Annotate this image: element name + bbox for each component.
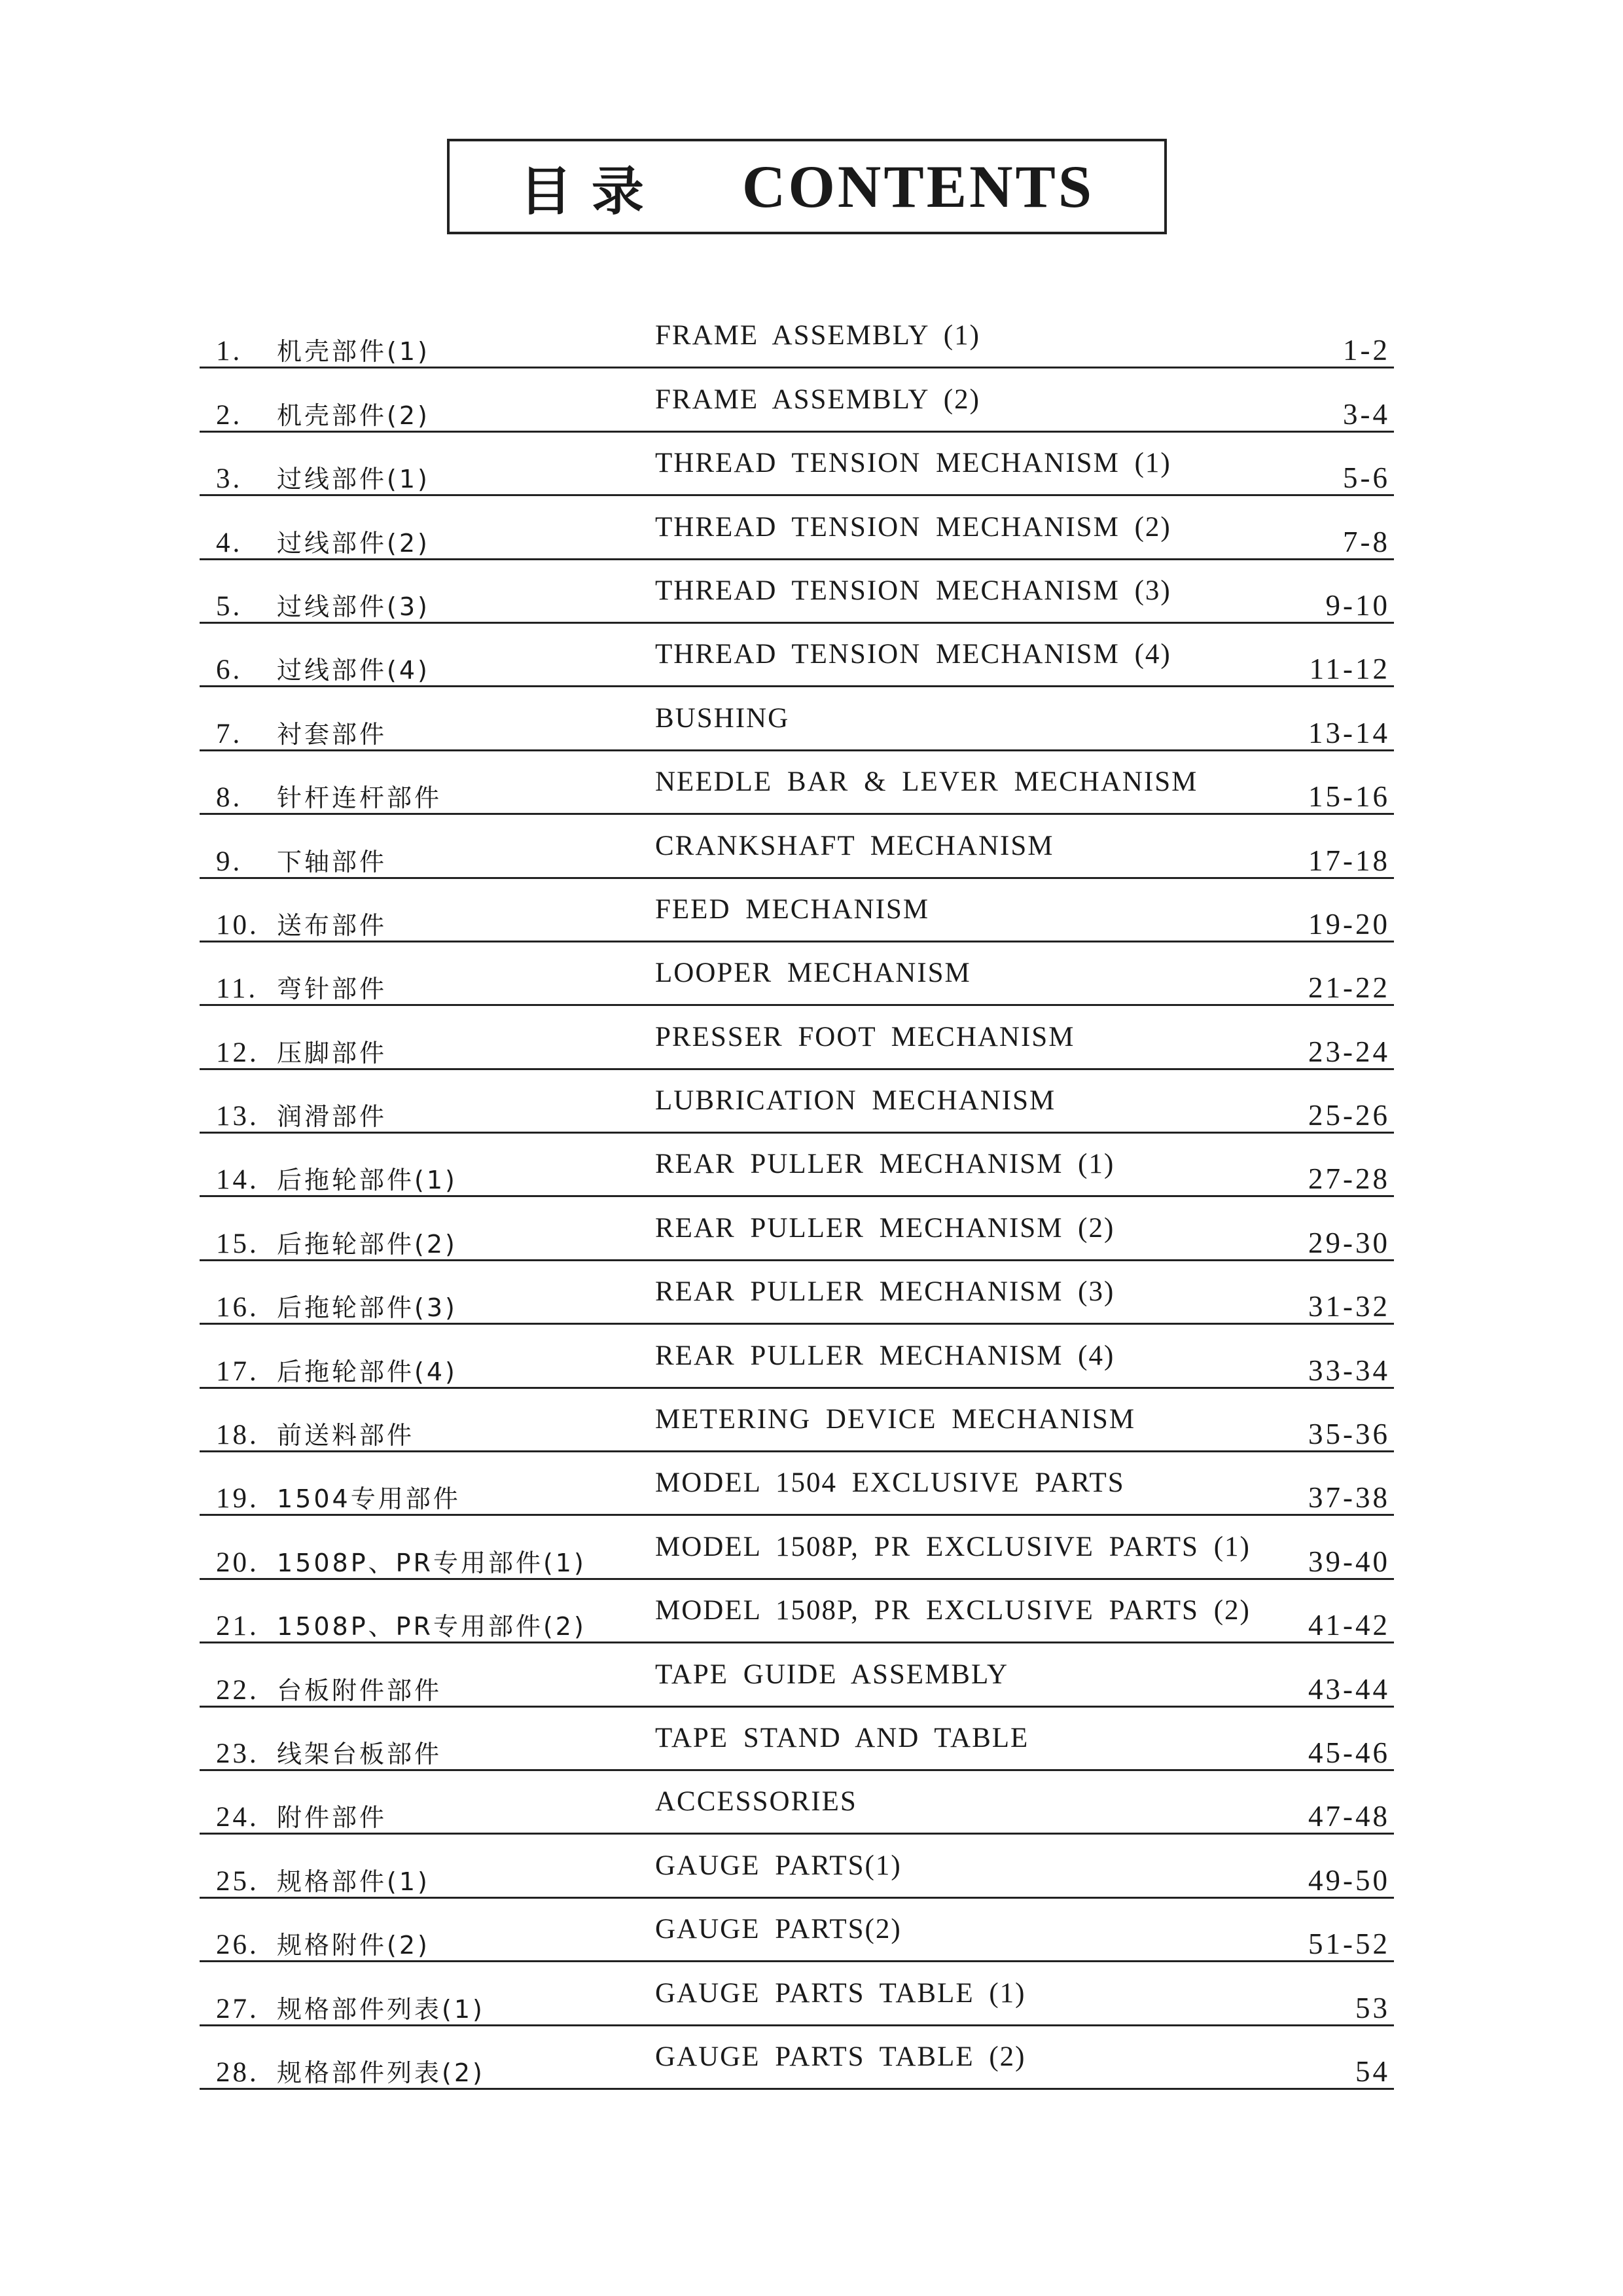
entry-page-range: 25-26	[1308, 1099, 1390, 1132]
toc-entry[interactable]	[200, 442, 1394, 505]
entry-page-range: 54	[1355, 2054, 1390, 2088]
entry-number: 13.	[216, 1101, 259, 1132]
entry-title-english: BUSHING	[655, 702, 790, 734]
entry-underline	[200, 2088, 1394, 2090]
entry-title-chinese: 压脚部件	[277, 1038, 387, 1067]
toc-entry[interactable]	[200, 1334, 1394, 1397]
entry-underline	[200, 685, 1394, 687]
entry-underline	[200, 622, 1394, 624]
entry-title-chinese: 规格部件列表(1)	[277, 1994, 485, 2024]
toc-entry[interactable]	[200, 888, 1394, 952]
entry-title-chinese: 后拖轮部件(3)	[277, 1293, 457, 1323]
entry-underline	[200, 877, 1394, 879]
entry-page-range: 21-22	[1308, 971, 1390, 1005]
title-chinese: 目录	[519, 160, 664, 222]
toc-entry[interactable]	[200, 1908, 1394, 1971]
entry-underline	[200, 558, 1394, 560]
entry-page-range: 41-42	[1308, 1609, 1390, 1642]
entry-underline	[200, 1450, 1394, 1452]
entry-page-range: 3-4	[1343, 397, 1390, 431]
entry-page-range: 15-16	[1308, 780, 1390, 814]
entry-number: 12.	[216, 1037, 259, 1068]
entry-title-english: METERING DEVICE MECHANISM	[655, 1404, 1136, 1435]
entry-title-chinese: 弯针部件	[277, 975, 387, 1004]
title-english: CONTENTS	[741, 153, 1095, 220]
entry-number: 22.	[216, 1674, 259, 1706]
entry-title-chinese: 针杆连杆部件	[277, 783, 442, 813]
entry-underline	[200, 1323, 1394, 1325]
toc-entry[interactable]	[200, 1653, 1394, 1716]
entry-page-range: 1-2	[1343, 334, 1390, 367]
toc-entry[interactable]	[200, 1589, 1394, 1653]
entry-title-english: THREAD TENSION MECHANISM (4)	[655, 639, 1171, 670]
entry-page-range: 5-6	[1343, 461, 1390, 495]
entry-underline	[200, 1578, 1394, 1580]
toc-entry[interactable]	[200, 952, 1394, 1015]
entry-title-english: REAR PULLER MECHANISM (2)	[655, 1212, 1115, 1244]
entry-underline	[200, 1004, 1394, 1006]
entry-page-range: 17-18	[1308, 844, 1390, 877]
entry-number: 11.	[216, 973, 259, 1005]
entry-page-range: 35-36	[1308, 1418, 1390, 1451]
entry-underline	[200, 1960, 1394, 1962]
entry-title-english: GAUGE PARTS(2)	[655, 1914, 902, 1945]
entry-title-english: NEEDLE BAR & LEVER MECHANISM	[655, 766, 1198, 798]
entry-underline	[200, 1897, 1394, 1899]
entry-underline	[200, 1641, 1394, 1643]
entry-underline	[200, 1068, 1394, 1070]
entry-underline	[200, 1259, 1394, 1261]
toc-entry[interactable]	[200, 1462, 1394, 1525]
entry-page-range: 7-8	[1343, 525, 1390, 558]
entry-page-range: 11-12	[1309, 653, 1390, 686]
entry-title-chinese: 后拖轮部件(2)	[277, 1229, 457, 1259]
entry-page-range: 45-46	[1308, 1736, 1390, 1769]
entry-title-chinese: 机壳部件(2)	[277, 401, 430, 430]
entry-number: 20.	[216, 1547, 259, 1578]
entry-title-chinese: 规格部件(1)	[277, 1867, 430, 1896]
entry-page-range: 27-28	[1308, 1162, 1390, 1196]
entry-title-chinese: 附件部件	[277, 1803, 387, 1833]
entry-title-chinese: 过线部件(3)	[277, 592, 430, 621]
entry-underline	[200, 1514, 1394, 1516]
toc-entry[interactable]	[200, 1015, 1394, 1079]
entry-underline	[200, 749, 1394, 751]
entry-title-chinese: 机壳部件(1)	[277, 337, 430, 367]
entry-title-english: GAUGE PARTS TABLE (2)	[655, 2041, 1026, 2072]
entry-title-english: CRANKSHAFT MECHANISM	[655, 830, 1054, 861]
entry-title-chinese: 1508P、PR专用部件(1)	[277, 1548, 586, 1577]
toc-entry[interactable]	[200, 761, 1394, 824]
entry-number: 21.	[216, 1611, 259, 1642]
toc-entry[interactable]	[200, 824, 1394, 888]
entry-title-chinese: 润滑部件	[277, 1102, 387, 1132]
entry-title-chinese: 下轴部件	[277, 847, 387, 876]
entry-underline	[200, 1132, 1394, 1134]
entry-title-chinese: 过线部件(1)	[277, 465, 430, 494]
entry-title-chinese: 1508P、PR专用部件(2)	[277, 1612, 586, 1641]
entry-page-range: 43-44	[1308, 1672, 1390, 1706]
entry-number: 6.	[216, 655, 243, 686]
entry-title-chinese: 后拖轮部件(4)	[277, 1357, 457, 1386]
entry-underline	[200, 367, 1394, 368]
toc-entry[interactable]	[200, 1206, 1394, 1270]
entry-title-english: THREAD TENSION MECHANISM (2)	[655, 511, 1171, 543]
entry-underline	[200, 494, 1394, 496]
entry-title-english: REAR PULLER MECHANISM (4)	[655, 1340, 1115, 1371]
entry-number: 10.	[216, 909, 259, 941]
entry-number: 18.	[216, 1420, 259, 1451]
toc-entry[interactable]	[200, 633, 1394, 696]
entry-page-range: 23-24	[1308, 1035, 1390, 1068]
entry-title-english: FRAME ASSEMBLY (1)	[655, 320, 980, 351]
toc-entry[interactable]	[200, 1143, 1394, 1206]
entry-number: 23.	[216, 1738, 259, 1769]
entry-number: 3.	[216, 463, 243, 495]
entry-underline	[200, 941, 1394, 942]
entry-title-english: GAUGE PARTS(1)	[655, 1850, 902, 1881]
entry-page-range: 29-30	[1308, 1226, 1390, 1259]
toc-entry[interactable]	[200, 314, 1394, 378]
entry-number: 19.	[216, 1483, 259, 1515]
entry-title-english: MODEL 1508P, PR EXCLUSIVE PARTS (1)	[655, 1531, 1251, 1562]
entry-underline	[200, 1706, 1394, 1708]
entry-page-range: 33-34	[1308, 1354, 1390, 1387]
entry-title-english: MODEL 1504 EXCLUSIVE PARTS	[655, 1467, 1125, 1499]
entry-number: 7.	[216, 718, 243, 749]
toc-entry[interactable]	[200, 696, 1394, 760]
entry-title-chinese: 后拖轮部件(1)	[277, 1166, 457, 1195]
entry-title-english: REAR PULLER MECHANISM (3)	[655, 1276, 1115, 1308]
entry-title-english: FEED MECHANISM	[655, 893, 930, 925]
entry-title-chinese: 过线部件(2)	[277, 528, 430, 558]
table-of-contents	[200, 314, 1394, 2099]
entry-underline	[200, 1833, 1394, 1835]
entry-title-english: TAPE STAND AND TABLE	[655, 1722, 1029, 1753]
entry-number: 25.	[216, 1865, 259, 1897]
entry-underline	[200, 813, 1394, 815]
entry-number: 24.	[216, 1802, 259, 1833]
toc-entry[interactable]	[200, 1079, 1394, 1143]
toc-entry[interactable]	[200, 1270, 1394, 1334]
entry-page-range: 9-10	[1325, 588, 1390, 622]
entry-number: 17.	[216, 1355, 259, 1387]
entry-number: 28.	[216, 2056, 259, 2088]
entry-page-range: 19-20	[1308, 907, 1390, 941]
entry-title-chinese: 台板附件部件	[277, 1676, 442, 1705]
entry-number: 16.	[216, 1292, 259, 1323]
entry-title-english: PRESSER FOOT MECHANISM	[655, 1021, 1075, 1052]
entry-title-english: THREAD TENSION MECHANISM (1)	[655, 448, 1171, 479]
entry-title-chinese: 规格部件列表(2)	[277, 2058, 485, 2087]
entry-title-english: THREAD TENSION MECHANISM (3)	[655, 575, 1171, 606]
toc-entry[interactable]	[200, 1717, 1394, 1780]
entry-title-chinese: 前送料部件	[277, 1421, 415, 1450]
toc-entry[interactable]	[200, 1398, 1394, 1462]
toc-entry[interactable]	[200, 1971, 1394, 2035]
entry-underline	[200, 1387, 1394, 1389]
toc-entry[interactable]	[200, 1525, 1394, 1588]
entry-title-english: TAPE GUIDE ASSEMBLY	[655, 1659, 1009, 1690]
entry-title-english: ACCESSORIES	[655, 1786, 857, 1818]
entry-number: 14.	[216, 1164, 259, 1196]
entry-title-english: LUBRICATION MECHANISM	[655, 1085, 1056, 1117]
entry-number: 27.	[216, 1993, 259, 2024]
entry-title-chinese: 过线部件(4)	[277, 656, 430, 685]
entry-title-chinese: 衬套部件	[277, 719, 387, 749]
contents-title-box	[447, 139, 1167, 234]
entry-page-range: 39-40	[1308, 1545, 1390, 1578]
entry-underline	[200, 1769, 1394, 1771]
toc-entry[interactable]	[200, 505, 1394, 569]
entry-title-chinese: 1504专用部件	[277, 1484, 461, 1514]
entry-title-english: REAR PULLER MECHANISM (1)	[655, 1149, 1115, 1180]
toc-entry[interactable]	[200, 378, 1394, 441]
entry-page-range: 53	[1355, 1991, 1390, 2024]
entry-title-english: MODEL 1508P, PR EXCLUSIVE PARTS (2)	[655, 1595, 1251, 1626]
entry-number: 8.	[216, 782, 243, 814]
entry-number: 2.	[216, 399, 243, 431]
entry-number: 26.	[216, 1929, 259, 1961]
entry-title-chinese: 送布部件	[277, 910, 387, 940]
entry-page-range: 13-14	[1308, 716, 1390, 749]
entry-underline	[200, 1195, 1394, 1197]
entry-page-range: 37-38	[1308, 1481, 1390, 1515]
entry-underline	[200, 2024, 1394, 2026]
entry-number: 5.	[216, 590, 243, 622]
entry-number: 4.	[216, 527, 243, 558]
toc-entry[interactable]	[200, 1780, 1394, 1844]
entry-page-range: 49-50	[1308, 1863, 1390, 1897]
entry-underline	[200, 431, 1394, 433]
entry-title-english: FRAME ASSEMBLY (2)	[655, 384, 980, 415]
toc-entry[interactable]	[200, 569, 1394, 633]
entry-number: 1.	[216, 336, 243, 367]
entry-number: 15.	[216, 1228, 259, 1259]
toc-entry[interactable]	[200, 1844, 1394, 1907]
entry-page-range: 31-32	[1308, 1290, 1390, 1323]
entry-title-english: LOOPER MECHANISM	[655, 958, 971, 989]
entry-title-chinese: 线架台板部件	[277, 1739, 442, 1768]
entry-title-english: GAUGE PARTS TABLE (1)	[655, 1977, 1026, 2009]
entry-page-range: 47-48	[1308, 1800, 1390, 1833]
toc-entry[interactable]	[200, 2036, 1394, 2099]
entry-title-chinese: 规格附件(2)	[277, 1931, 430, 1960]
entry-number: 9.	[216, 846, 243, 877]
entry-page-range: 51-52	[1308, 1928, 1390, 1961]
